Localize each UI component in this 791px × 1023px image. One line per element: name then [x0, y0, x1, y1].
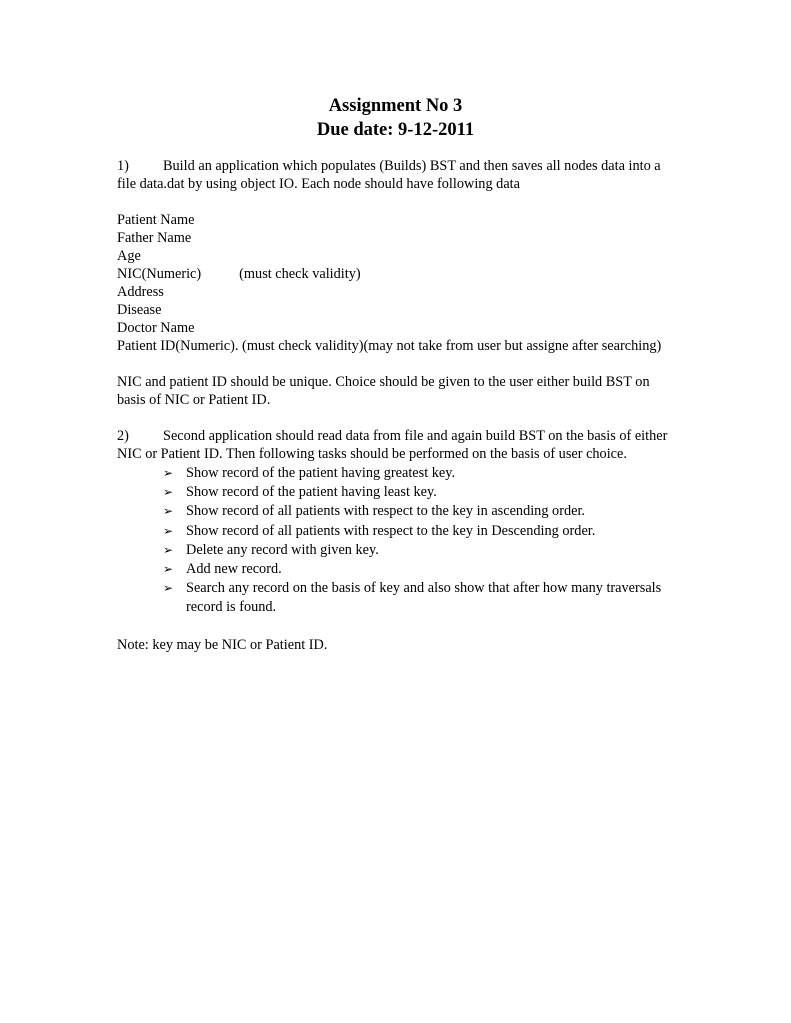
field-nic-note: (must check validity) [239, 266, 361, 282]
field-nic [117, 265, 677, 283]
document-title: Assignment No 3 [328, 96, 463, 116]
task-list [117, 464, 677, 618]
arrow-bullet-icon: ➢ [163, 581, 174, 596]
arrow-bullet-icon: ➢ [163, 523, 174, 538]
task-item: ➢ Show record of all patients with respect to the key in ascending order. [117, 502, 677, 521]
task-item: ➢ Show record of all patients with respect to the key in Descending order. [117, 522, 677, 541]
unique-note: NIC and patient ID should be unique. Choice should be given to the user either build BST on basis of NIC or Patient ID. [117, 374, 650, 408]
task-item: ➢ Search any record on the basis of key and also show that after how many traversals record is found. [163, 580, 662, 616]
question-2-number: 2) [117, 428, 129, 444]
question-1-number: 1) [117, 158, 129, 174]
question-1-text: Build an application which populates (Builds) BST and then saves all nodes data into a file data.dat by using object IO. Each node should have following data [117, 158, 661, 192]
document-body [117, 157, 677, 654]
due-date: Due date: 9-12-2011 [316, 120, 475, 140]
question-2-text: Second application should read data from file and again build BST on the basis of either NIC or Patient ID. Then following tasks should be performed on the basis of user choice. [117, 428, 668, 462]
question-2 [117, 427, 677, 463]
arrow-bullet-icon: ➢ [163, 504, 174, 519]
key-note: Note: key may be NIC or Patient ID. [117, 636, 328, 653]
field-age: Age [117, 248, 141, 264]
field-disease: Disease [117, 302, 162, 318]
question-1 [117, 157, 677, 193]
field-nic-label: NIC(Numeric) [117, 266, 202, 282]
field-father-name: Father Name [117, 230, 192, 246]
arrow-bullet-icon: ➢ [163, 542, 174, 557]
task-item: ➢ Add new record. [117, 560, 677, 579]
task-item: ➢ Show record of the patient having greatest key. [117, 464, 677, 483]
arrow-bullet-icon: ➢ [163, 466, 174, 480]
arrow-bullet-icon: ➢ [163, 485, 174, 500]
field-address: Address [117, 284, 164, 300]
field-patient-id: Patient ID(Numeric). (must check validity)(may not take from user but assigne after searching) [117, 338, 662, 354]
field-doctor-name: Doctor Name [117, 320, 195, 336]
field-patient-name: Patient Name [117, 212, 195, 228]
task-item: ➢ Show record of the patient having least key. [117, 483, 677, 502]
arrow-bullet-icon: ➢ [163, 562, 174, 577]
field-list [117, 211, 677, 337]
task-item: ➢ Delete any record with given key. [117, 541, 677, 560]
